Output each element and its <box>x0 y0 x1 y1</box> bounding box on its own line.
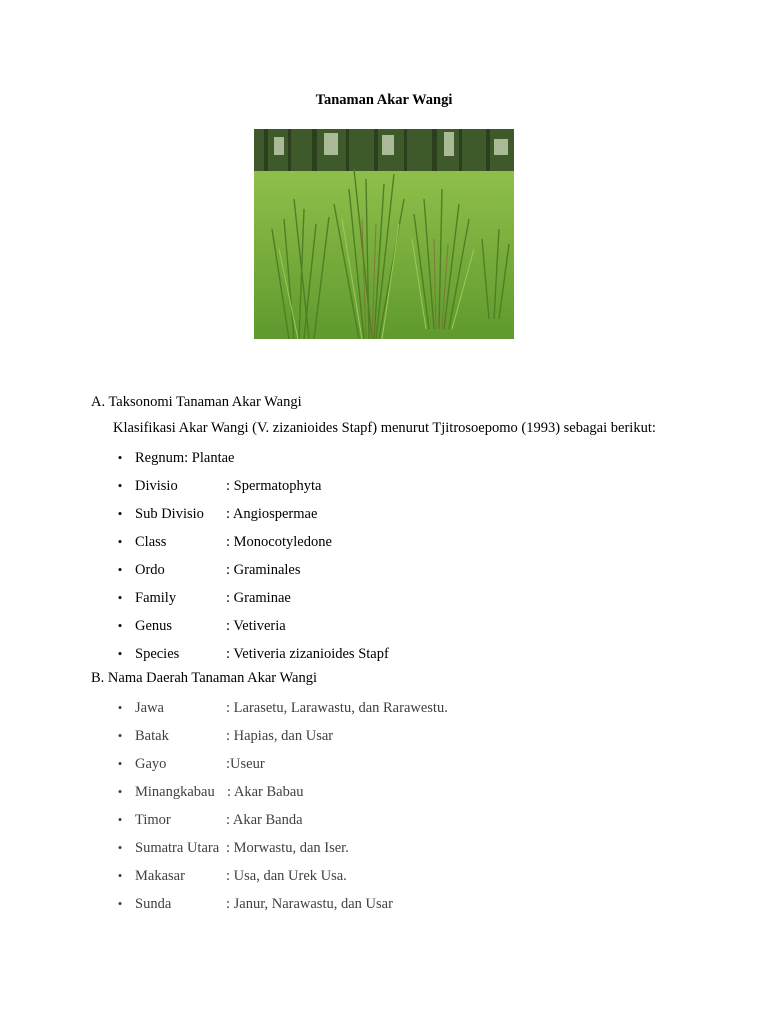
list-item-label: Jawa <box>135 700 164 716</box>
bullet-icon: • <box>117 450 123 465</box>
bullet-icon: • <box>117 506 123 521</box>
list-item-value: : Akar Banda <box>226 812 303 828</box>
bullet-icon: • <box>117 728 123 743</box>
page-title: Tanaman Akar Wangi <box>315 92 453 108</box>
list-item-label: Family <box>135 590 177 606</box>
list-item-value: : Vetiveria zizanioides Stapf <box>226 646 389 662</box>
bullet-icon: • <box>117 868 123 883</box>
bullet-icon: • <box>117 756 123 771</box>
bullet-icon: • <box>117 590 123 605</box>
list-item-label: Makasar <box>135 868 185 884</box>
bullet-icon: • <box>117 562 123 577</box>
list-item-label: Genus <box>135 618 173 634</box>
bullet-icon: • <box>117 534 123 549</box>
bullet-icon: • <box>117 784 123 799</box>
list-item-value: : Akar Babau <box>227 784 304 800</box>
list-item-value: : Usa, dan Urek Usa. <box>226 868 347 884</box>
list-item-label: Sunda <box>135 896 172 912</box>
bullet-icon: • <box>117 812 123 827</box>
section-b-heading: B. Nama Daerah Tanaman Akar Wangi <box>91 670 317 686</box>
section-a-heading: A. Taksonomi Tanaman Akar Wangi <box>91 394 302 410</box>
bullet-icon: • <box>117 840 123 855</box>
bullet-icon: • <box>117 646 123 661</box>
list-item-label: Gayo <box>135 756 167 772</box>
vetiver-grass-photo <box>254 129 514 339</box>
list-item-value: : Monocotyledone <box>226 534 332 550</box>
list-item-label: Class <box>135 534 167 550</box>
list-item-label: Divisio <box>135 478 178 494</box>
list-item-value: : Graminae <box>226 590 291 606</box>
list-item-label: Sumatra Utara <box>135 840 220 856</box>
list-item-label: Species <box>135 646 180 662</box>
section-a-intro: Klasifikasi Akar Wangi (V. zizanioides Stapf) menurut Tjitrosoepomo (1993) sebagai berikut: <box>113 420 656 436</box>
bullet-icon: • <box>117 478 123 493</box>
list-item-value: : Spermatophyta <box>226 478 322 494</box>
list-item-value: : Janur, Narawastu, dan Usar <box>226 896 393 912</box>
list-item-value: : Larasetu, Larawastu, dan Rarawestu. <box>226 700 448 716</box>
list-item-label: Timor <box>135 812 171 828</box>
list-item-text: Regnum: Plantae <box>135 450 235 466</box>
list-item-value: : Vetiveria <box>226 618 286 634</box>
list-item-value: : Morwastu, dan Iser. <box>226 840 349 856</box>
list-item-value: : Hapias, dan Usar <box>226 728 334 744</box>
list-item-label: Batak <box>135 728 169 744</box>
list-item-value: : Graminales <box>226 562 301 578</box>
bullet-icon: • <box>117 700 123 715</box>
list-item-label: Sub Divisio <box>135 506 204 522</box>
list-item-value: : Angiospermae <box>226 506 318 522</box>
list-item-label: Minangkabau <box>135 784 215 800</box>
list-item-label: Ordo <box>135 562 165 578</box>
list-item-value: :Useur <box>226 756 265 772</box>
bullet-icon: • <box>117 618 123 633</box>
bullet-icon: • <box>117 896 123 911</box>
